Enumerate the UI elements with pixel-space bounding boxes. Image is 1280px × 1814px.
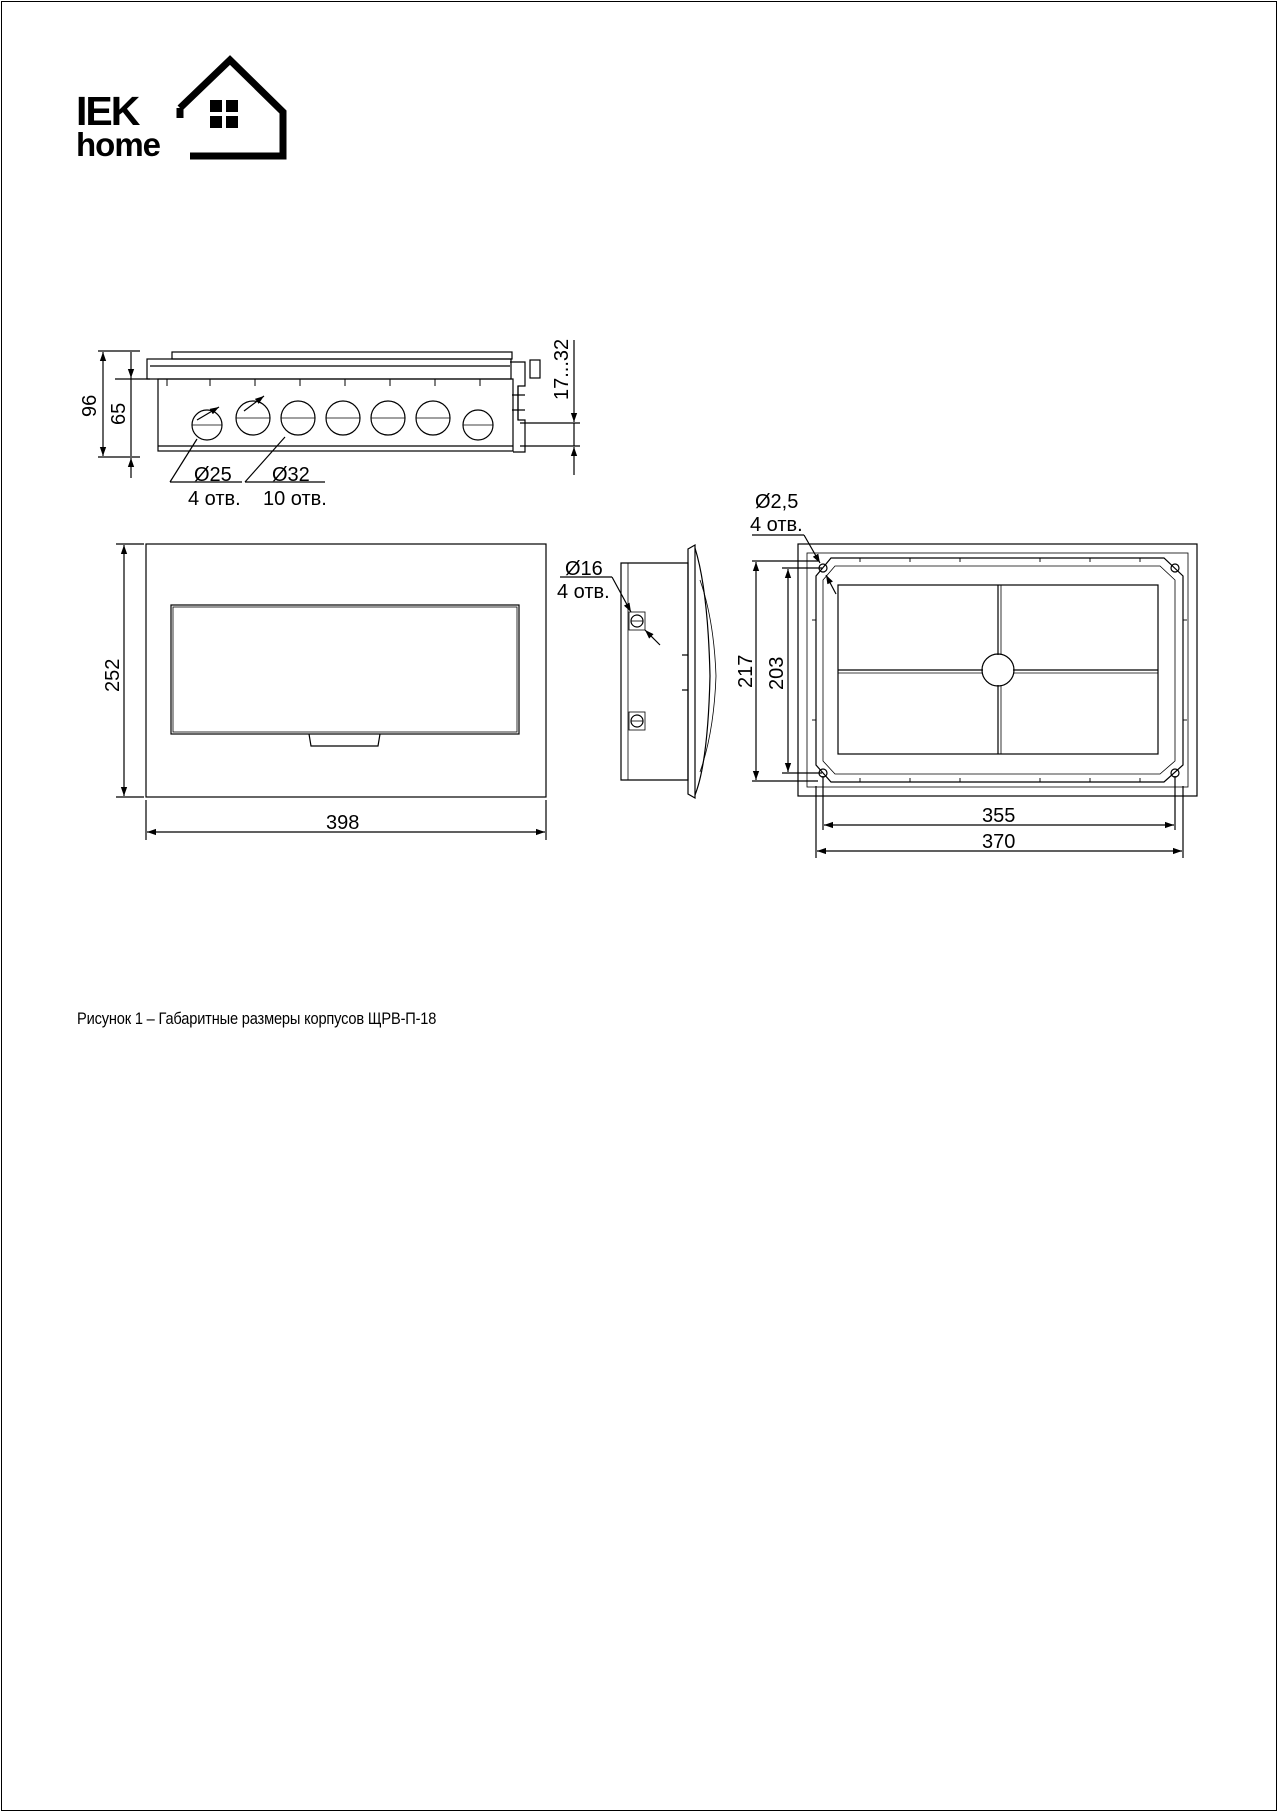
logo-sub-text: home — [76, 126, 161, 163]
dim-height-total: 96 — [79, 394, 101, 417]
dim-adjust-range: 17...32 — [551, 338, 573, 400]
side-view-labels — [79, 339, 573, 510]
knockout-holes — [192, 401, 493, 440]
back-view-labels — [735, 491, 1015, 853]
label-hole-small-count: 4 отв. — [188, 488, 241, 510]
dim-back-height-inner: 203 — [766, 656, 788, 690]
side-view — [98, 340, 580, 482]
dim-front-height: 252 — [102, 658, 124, 692]
iek-home-logo — [76, 60, 283, 163]
label-hole-small: Ø25 — [194, 464, 232, 486]
figure-caption: Рисунок 1 – Габаритные размеры корпусов ЩРВ-П-18 — [77, 1009, 437, 1028]
logo-brand-text: IEK — [76, 88, 139, 134]
dim-back-width-outer: 370 — [982, 831, 1016, 853]
label-profile-hole: Ø16 — [565, 558, 603, 580]
label-mount-hole: Ø2,5 — [755, 491, 799, 513]
dim-back-width-inner: 355 — [982, 805, 1016, 827]
dim-front-width: 398 — [326, 812, 360, 834]
front-view — [116, 544, 546, 840]
label-hole-large-count: 10 отв. — [263, 488, 327, 510]
label-hole-large: Ø32 — [272, 464, 310, 486]
label-mount-hole-count: 4 отв. — [750, 514, 803, 536]
back-view — [752, 535, 1197, 858]
dim-back-height-outer: 217 — [735, 654, 757, 688]
dim-height-body: 65 — [108, 402, 130, 425]
profile-view-labels — [557, 558, 610, 603]
label-profile-hole-count: 4 отв. — [557, 581, 610, 603]
